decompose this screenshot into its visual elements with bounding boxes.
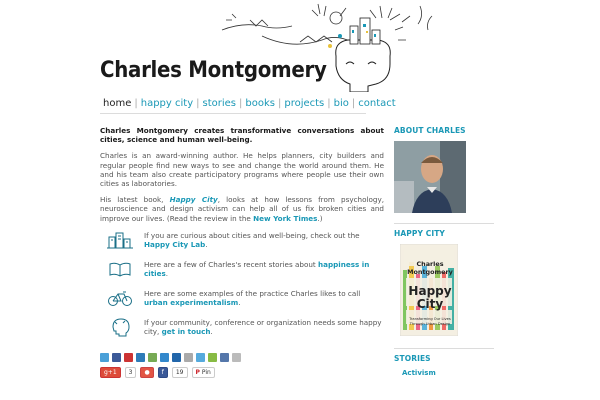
feature-stories: [106, 259, 384, 279]
feature-punct: .: [210, 327, 213, 337]
stories-list: [394, 369, 494, 377]
nav-separator: |: [277, 98, 282, 109]
book-paragraph-text: , looks at how lessons from psychology, neuroscience and design activism can help all of us fix broken cities and improve our lives. (Read the review in the: [100, 195, 384, 223]
happy-city-lab-link[interactable]: Happy City Lab: [144, 240, 206, 250]
feature-punct: .: [205, 240, 208, 250]
more-share-icon[interactable]: [232, 353, 241, 362]
main-nav: [100, 97, 399, 110]
facebook-like-count: 19: [172, 367, 188, 378]
share-icon[interactable]: [220, 353, 229, 362]
get-in-touch-link[interactable]: get in touch: [161, 327, 211, 337]
author-photo-illustration: [394, 141, 466, 213]
nav-bio[interactable]: bio: [333, 98, 349, 109]
feature-experimentalism: [106, 288, 384, 308]
nav-separator: |: [239, 98, 243, 109]
nav-separator: |: [327, 98, 331, 109]
nav-separator: |: [196, 98, 200, 109]
stumble-button-icon[interactable]: ●: [140, 367, 153, 378]
book-paragraph-text: His latest book,: [100, 195, 164, 205]
site-header: [0, 0, 600, 92]
nav-separator: |: [134, 98, 138, 109]
book-subtitle: Transforming Our Lives Through Urban Design: [409, 317, 451, 326]
sidebar-divider: [394, 223, 494, 224]
print-icon[interactable]: [184, 353, 193, 362]
stories-item-activism[interactable]: Activism: [402, 369, 436, 377]
main-content: [100, 126, 384, 378]
feature-contact: [106, 317, 384, 337]
feature-text: Here are some examples of the practice Charles likes to call: [144, 288, 361, 298]
happy-city-link[interactable]: Happy City: [169, 195, 218, 205]
head-icon: [106, 317, 134, 337]
nav-home[interactable]: home: [103, 98, 132, 109]
feature-text: Here are a few of Charles's recent stories about: [144, 259, 316, 269]
stumbleupon-icon[interactable]: [196, 353, 205, 362]
nyt-review-link[interactable]: New York Times: [253, 213, 318, 223]
about-heading: ABOUT CHARLES: [394, 126, 466, 135]
share-icons-row: [100, 353, 384, 362]
linkedin-icon[interactable]: [136, 353, 145, 362]
feature-text: If you are curious about cities and well-being, check out the: [144, 230, 360, 240]
nav-happy-city[interactable]: happy city: [140, 98, 194, 109]
twitter-icon[interactable]: [100, 353, 109, 362]
social-buttons-row: [100, 367, 384, 378]
happy-city-heading: HAPPY CITY: [394, 229, 445, 238]
google-plus-button[interactable]: g+1: [100, 367, 121, 378]
happy-city-book-cover[interactable]: [400, 244, 458, 336]
nav-stories[interactable]: stories: [202, 98, 236, 109]
open-book-icon: [106, 259, 134, 279]
feature-punct: .: [238, 298, 241, 308]
bicycle-icon: [106, 288, 134, 308]
nav-books[interactable]: books: [245, 98, 275, 109]
site-title[interactable]: Charles Montgomery: [100, 58, 327, 83]
feature-text: If your community, conference or organization needs some happy city,: [144, 317, 382, 337]
nav-divider: [100, 113, 366, 114]
intro-text: Charles Montgomery creates transformative conversations about cities, science and human well-being.: [100, 126, 384, 145]
book-paragraph: [100, 195, 384, 223]
pinterest-button[interactable]: [192, 367, 215, 378]
email-icon[interactable]: [148, 353, 157, 362]
feature-punct: .: [165, 269, 169, 279]
book-title-line2: City: [416, 297, 444, 311]
head-sketch: [336, 40, 391, 92]
bookmark-icon[interactable]: [208, 353, 217, 362]
nav-projects[interactable]: projects: [284, 98, 325, 109]
nav-contact[interactable]: contact: [358, 98, 396, 109]
bio-paragraph: Charles is an award-winning author. He helps planners, city builders and regular people find new ways to see and change the world around them. He and his team also create participatory programs where people use their own cities as laboratories.: [100, 151, 384, 189]
sidebar: [394, 126, 494, 377]
pinterest-icon: P: [195, 368, 200, 376]
delicious-icon[interactable]: [172, 353, 181, 362]
author-photo[interactable]: [394, 141, 466, 213]
book-author: Charles Montgomery: [407, 260, 453, 276]
book-title-line1: Happy: [408, 284, 452, 298]
facebook-like-icon[interactable]: f: [158, 367, 168, 378]
digg-icon[interactable]: [160, 353, 169, 362]
city-lab-icon: [106, 230, 134, 250]
nav-separator: |: [351, 98, 356, 109]
sidebar-divider: [394, 348, 494, 349]
gmail-icon[interactable]: [124, 353, 133, 362]
feature-city-lab: [106, 230, 384, 250]
book-cover-illustration: [400, 244, 458, 336]
happiness-in-cities-link[interactable]: happiness in cities: [144, 259, 370, 279]
google-plus-count: 3: [125, 367, 137, 378]
stories-heading: STORIES: [394, 354, 431, 363]
urban-experimentalism-link[interactable]: urban experimentalism: [144, 298, 239, 308]
book-paragraph-text: .): [317, 213, 323, 223]
pin-label: Pin: [201, 368, 211, 376]
facebook-icon[interactable]: [112, 353, 121, 362]
